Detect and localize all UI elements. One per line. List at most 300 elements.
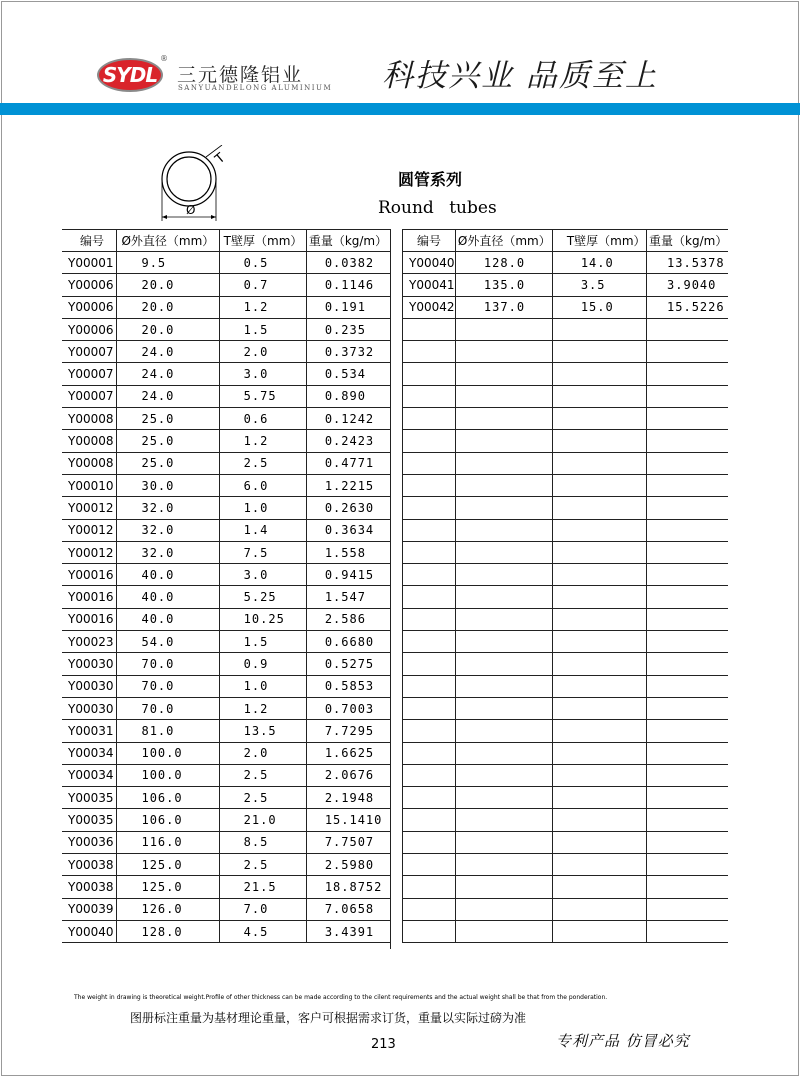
cell-code: Y00023: [62, 631, 117, 653]
table-row-empty: [403, 586, 729, 608]
cell-thickness: 15.0: [552, 296, 646, 318]
cell-code: Y00007: [62, 385, 117, 407]
table-row: [62, 831, 390, 853]
cell-code: [403, 898, 456, 920]
cell-thickness: 4.5: [219, 920, 306, 942]
patent-notice: 专利产品 仿冒必究: [556, 1032, 690, 1050]
cell-diameter: [455, 876, 552, 898]
footer-note-en: The weight in drawing is theoretical weight.Profile of other thickness can be made according to the cilent requirements and the actual weight shall be that from the ponderation.: [74, 994, 608, 1001]
table-row: [62, 854, 390, 876]
cell-thickness: 1.0: [219, 497, 306, 519]
table-row: [62, 586, 390, 608]
cell-code: [403, 764, 456, 786]
table-row-empty: [403, 831, 729, 853]
cell-thickness: [552, 318, 646, 340]
cell-weight: 15.5226: [647, 296, 728, 318]
table-row: [403, 296, 729, 318]
spec-table-left: [62, 229, 390, 943]
cell-code: Y00008: [62, 430, 117, 452]
table-row: [62, 341, 390, 363]
table-row: [62, 920, 390, 942]
cell-thickness: [552, 764, 646, 786]
cell-weight: 0.3634: [306, 519, 390, 541]
table-row: [62, 252, 390, 274]
cell-code: [403, 854, 456, 876]
cell-weight: 7.7507: [306, 831, 390, 853]
cell-diameter: 137.0: [455, 296, 552, 318]
cell-code: [403, 787, 456, 809]
table-row: [62, 564, 390, 586]
cell-code: [403, 497, 456, 519]
cell-weight: [647, 474, 728, 496]
table-row-empty: [403, 430, 729, 452]
cell-diameter: 32.0: [117, 541, 219, 563]
cell-diameter: 20.0: [117, 318, 219, 340]
cell-thickness: 2.0: [219, 341, 306, 363]
table-row-empty: [403, 920, 729, 942]
table-row-empty: [403, 564, 729, 586]
header-weight: 重量（kg/m）: [647, 230, 728, 252]
cell-code: Y00030: [62, 675, 117, 697]
spec-table-right: [402, 229, 728, 943]
cell-weight: 2.0676: [306, 764, 390, 786]
cell-weight: [647, 586, 728, 608]
cell-weight: 0.3732: [306, 341, 390, 363]
cell-thickness: 2.0: [219, 742, 306, 764]
cell-thickness: 1.2: [219, 430, 306, 452]
cell-weight: [647, 742, 728, 764]
cell-code: [403, 675, 456, 697]
table-row-empty: [403, 318, 729, 340]
cell-thickness: [552, 809, 646, 831]
cell-diameter: 24.0: [117, 341, 219, 363]
cell-diameter: 126.0: [117, 898, 219, 920]
cell-thickness: 2.5: [219, 854, 306, 876]
cell-code: [403, 430, 456, 452]
cell-diameter: 32.0: [117, 497, 219, 519]
table-row: [62, 876, 390, 898]
cell-code: [403, 631, 456, 653]
cell-code: Y00008: [62, 408, 117, 430]
cell-thickness: [552, 697, 646, 719]
cell-diameter: [455, 519, 552, 541]
cell-thickness: [552, 497, 646, 519]
table-header-row: [403, 230, 729, 252]
cell-diameter: [455, 787, 552, 809]
table-row: [62, 720, 390, 742]
cell-weight: 0.1146: [306, 274, 390, 296]
table-row-empty: [403, 363, 729, 385]
cell-diameter: [455, 898, 552, 920]
cell-diameter: [455, 385, 552, 407]
cell-thickness: 1.2: [219, 697, 306, 719]
cell-diameter: 106.0: [117, 787, 219, 809]
cell-diameter: [455, 452, 552, 474]
cell-diameter: [455, 809, 552, 831]
cell-thickness: 3.0: [219, 363, 306, 385]
header-thickness: T壁厚（mm）: [219, 230, 306, 252]
header-diameter: Ø外直径（mm）: [455, 230, 552, 252]
cell-diameter: 30.0: [117, 474, 219, 496]
table-row: [403, 274, 729, 296]
cell-thickness: 0.9: [219, 653, 306, 675]
cell-code: Y00040: [62, 920, 117, 942]
cell-thickness: [552, 564, 646, 586]
cell-code: Y00034: [62, 742, 117, 764]
cell-weight: [647, 497, 728, 519]
table-row-empty: [403, 452, 729, 474]
table-row-empty: [403, 385, 729, 407]
cell-weight: 0.7003: [306, 697, 390, 719]
cell-thickness: 1.0: [219, 675, 306, 697]
table-row: [62, 742, 390, 764]
cell-thickness: [552, 341, 646, 363]
cell-weight: 15.1410: [306, 809, 390, 831]
cell-code: Y00042: [403, 296, 456, 318]
cell-code: [403, 920, 456, 942]
cell-diameter: [455, 631, 552, 653]
cell-weight: 0.4771: [306, 452, 390, 474]
cell-code: Y00040: [403, 252, 456, 274]
cell-code: [403, 519, 456, 541]
cell-diameter: 25.0: [117, 452, 219, 474]
cell-weight: 3.4391: [306, 920, 390, 942]
cell-thickness: [552, 876, 646, 898]
cell-thickness: [552, 631, 646, 653]
header-code: 编号: [403, 230, 456, 252]
cell-diameter: 25.0: [117, 408, 219, 430]
cell-code: Y00030: [62, 697, 117, 719]
cell-thickness: 3.0: [219, 564, 306, 586]
cell-diameter: 70.0: [117, 697, 219, 719]
cell-code: [403, 653, 456, 675]
cell-thickness: [552, 831, 646, 853]
cell-thickness: 8.5: [219, 831, 306, 853]
footer-note-cn: 图册标注重量为基材理论重量，客户可根据需求订货，重量以实际过磅为准: [130, 1011, 527, 1025]
header-code: 编号: [62, 230, 117, 252]
cell-weight: [647, 675, 728, 697]
cell-weight: [647, 363, 728, 385]
cell-weight: 0.890: [306, 385, 390, 407]
cell-thickness: 1.2: [219, 296, 306, 318]
table-row: [62, 787, 390, 809]
cell-thickness: [552, 452, 646, 474]
cell-diameter: 125.0: [117, 854, 219, 876]
cell-weight: 0.5275: [306, 653, 390, 675]
cell-weight: [647, 318, 728, 340]
cell-diameter: 116.0: [117, 831, 219, 853]
cell-diameter: [455, 497, 552, 519]
cell-code: Y00007: [62, 363, 117, 385]
cell-thickness: 7.5: [219, 541, 306, 563]
table-row-empty: [403, 408, 729, 430]
cell-weight: [647, 764, 728, 786]
cell-weight: [647, 720, 728, 742]
cell-weight: 2.5980: [306, 854, 390, 876]
cell-thickness: 5.25: [219, 586, 306, 608]
table-row: [62, 608, 390, 630]
cell-diameter: 70.0: [117, 653, 219, 675]
cell-code: Y00035: [62, 787, 117, 809]
cell-weight: [647, 876, 728, 898]
cell-code: Y00031: [62, 720, 117, 742]
header-thickness: T壁厚（mm）: [552, 230, 646, 252]
cell-thickness: 13.5: [219, 720, 306, 742]
cell-thickness: [552, 854, 646, 876]
cell-diameter: [455, 474, 552, 496]
cell-diameter: 20.0: [117, 274, 219, 296]
cell-diameter: 135.0: [455, 274, 552, 296]
cell-thickness: 14.0: [552, 252, 646, 274]
cell-code: Y00035: [62, 809, 117, 831]
cell-weight: 7.7295: [306, 720, 390, 742]
registered-mark: ®: [160, 54, 168, 63]
cell-code: [403, 408, 456, 430]
cell-weight: [647, 341, 728, 363]
cell-code: [403, 586, 456, 608]
cell-code: Y00034: [62, 764, 117, 786]
header-accent-bar: [0, 103, 800, 115]
page-number: 213: [371, 1037, 396, 1052]
diagram-label-t: T: [212, 150, 229, 168]
cell-diameter: [455, 586, 552, 608]
cell-thickness: [552, 920, 646, 942]
table-row-empty: [403, 631, 729, 653]
cell-weight: [647, 920, 728, 942]
spec-table-right-body: [403, 252, 729, 943]
cell-code: Y00012: [62, 541, 117, 563]
cell-weight: [647, 809, 728, 831]
cell-code: [403, 809, 456, 831]
table-row-empty: [403, 541, 729, 563]
cell-code: [403, 697, 456, 719]
cell-thickness: 7.0: [219, 898, 306, 920]
cell-thickness: 5.75: [219, 385, 306, 407]
header-diameter: Ø外直径（mm）: [117, 230, 219, 252]
cell-code: Y00016: [62, 608, 117, 630]
cell-diameter: 100.0: [117, 742, 219, 764]
cell-thickness: [552, 898, 646, 920]
cell-code: [403, 452, 456, 474]
table-row: [62, 430, 390, 452]
table-row: [62, 541, 390, 563]
cell-diameter: [455, 675, 552, 697]
cell-weight: [647, 831, 728, 853]
cell-weight: [647, 608, 728, 630]
cell-code: Y00008: [62, 452, 117, 474]
cell-diameter: 81.0: [117, 720, 219, 742]
cell-code: Y00016: [62, 586, 117, 608]
cell-weight: 0.5853: [306, 675, 390, 697]
table-header-row: [62, 230, 390, 252]
cell-diameter: 100.0: [117, 764, 219, 786]
series-title-en: Round tubes: [378, 198, 497, 218]
cell-weight: 13.5378: [647, 252, 728, 274]
table-row: [62, 497, 390, 519]
cell-diameter: [455, 831, 552, 853]
cell-weight: 7.0658: [306, 898, 390, 920]
cell-thickness: 1.5: [219, 318, 306, 340]
cell-diameter: 24.0: [117, 363, 219, 385]
cell-thickness: 1.5: [219, 631, 306, 653]
table-row-empty: [403, 697, 729, 719]
table-row: [62, 764, 390, 786]
cell-code: Y00006: [62, 296, 117, 318]
cell-code: [403, 541, 456, 563]
table-row: [62, 296, 390, 318]
cell-diameter: [455, 564, 552, 586]
cell-weight: 1.6625: [306, 742, 390, 764]
cell-weight: 0.9415: [306, 564, 390, 586]
cell-diameter: 9.5: [117, 252, 219, 274]
cell-thickness: [552, 653, 646, 675]
cell-weight: [647, 787, 728, 809]
cell-diameter: 106.0: [117, 809, 219, 831]
cell-code: [403, 720, 456, 742]
cell-code: [403, 363, 456, 385]
cell-weight: [647, 519, 728, 541]
cell-weight: [647, 452, 728, 474]
cell-code: [403, 876, 456, 898]
cell-weight: 0.1242: [306, 408, 390, 430]
cell-thickness: 21.5: [219, 876, 306, 898]
cell-weight: 0.6680: [306, 631, 390, 653]
cell-code: Y00010: [62, 474, 117, 496]
cell-thickness: [552, 474, 646, 496]
table-row-empty: [403, 787, 729, 809]
cell-thickness: 21.0: [219, 809, 306, 831]
cell-code: Y00012: [62, 519, 117, 541]
cell-code: Y00006: [62, 318, 117, 340]
cell-thickness: [552, 385, 646, 407]
cell-thickness: 6.0: [219, 474, 306, 496]
cell-weight: 18.8752: [306, 876, 390, 898]
table-row-empty: [403, 898, 729, 920]
cell-thickness: [552, 586, 646, 608]
cell-diameter: [455, 430, 552, 452]
cell-thickness: 2.5: [219, 787, 306, 809]
cell-diameter: [455, 318, 552, 340]
cell-diameter: [455, 720, 552, 742]
series-title-cn: 圆管系列: [398, 170, 463, 189]
cell-diameter: 40.0: [117, 608, 219, 630]
cell-thickness: [552, 787, 646, 809]
cell-diameter: 128.0: [455, 252, 552, 274]
company-name-cn: 三元德隆铝业: [177, 64, 304, 86]
cell-code: [403, 318, 456, 340]
cell-code: Y00039: [62, 898, 117, 920]
cell-code: [403, 385, 456, 407]
table-row-empty: [403, 474, 729, 496]
cell-weight: 0.235: [306, 318, 390, 340]
cell-code: Y00006: [62, 274, 117, 296]
table-row-empty: [403, 854, 729, 876]
cell-weight: [647, 631, 728, 653]
table-row: [62, 809, 390, 831]
slogan: 科技兴业 品质至上: [382, 58, 658, 94]
cell-code: [403, 742, 456, 764]
cell-code: Y00036: [62, 831, 117, 853]
cell-code: Y00016: [62, 564, 117, 586]
table-row: [62, 675, 390, 697]
table-row-empty: [403, 742, 729, 764]
cell-weight: [647, 653, 728, 675]
cell-weight: [647, 385, 728, 407]
cell-code: Y00012: [62, 497, 117, 519]
cell-weight: [647, 854, 728, 876]
cell-thickness: [552, 430, 646, 452]
cell-weight: 0.2630: [306, 497, 390, 519]
cell-diameter: 24.0: [117, 385, 219, 407]
cell-diameter: 20.0: [117, 296, 219, 318]
cell-diameter: 40.0: [117, 564, 219, 586]
table-row-empty: [403, 876, 729, 898]
cell-thickness: 0.6: [219, 408, 306, 430]
diagram-label-diameter: Ø: [186, 203, 196, 217]
table-row-empty: [403, 809, 729, 831]
cell-weight: [647, 430, 728, 452]
cell-diameter: [455, 764, 552, 786]
cell-weight: [647, 541, 728, 563]
cell-diameter: 54.0: [117, 631, 219, 653]
cell-diameter: [455, 742, 552, 764]
cell-thickness: 0.5: [219, 252, 306, 274]
table-row: [62, 697, 390, 719]
table-row-empty: [403, 519, 729, 541]
table-row-empty: [403, 653, 729, 675]
cell-diameter: [455, 408, 552, 430]
cell-code: Y00041: [403, 274, 456, 296]
table-row-empty: [403, 608, 729, 630]
cell-code: [403, 474, 456, 496]
cell-weight: 3.9040: [647, 274, 728, 296]
cell-code: [403, 564, 456, 586]
table-row-empty: [403, 675, 729, 697]
table-row: [62, 408, 390, 430]
cell-diameter: 70.0: [117, 675, 219, 697]
company-name-en: SANYUANDELONG ALUMINIUM: [178, 84, 333, 92]
cell-weight: [647, 697, 728, 719]
cell-thickness: [552, 742, 646, 764]
cell-diameter: 40.0: [117, 586, 219, 608]
cell-thickness: 1.4: [219, 519, 306, 541]
logo-text: SYDL: [102, 63, 158, 87]
cell-code: Y00030: [62, 653, 117, 675]
table-row-empty: [403, 341, 729, 363]
cell-code: [403, 831, 456, 853]
cell-thickness: 2.5: [219, 452, 306, 474]
cell-weight: 1.547: [306, 586, 390, 608]
header-weight: 重量（kg/m）: [306, 230, 390, 252]
cell-code: [403, 608, 456, 630]
table-row: [62, 452, 390, 474]
table-row: [62, 653, 390, 675]
cell-diameter: 32.0: [117, 519, 219, 541]
cell-weight: [647, 564, 728, 586]
table-row: [62, 385, 390, 407]
cell-code: Y00038: [62, 876, 117, 898]
cell-code: Y00038: [62, 854, 117, 876]
cell-weight: 1.558: [306, 541, 390, 563]
company-logo: [97, 58, 163, 92]
cell-diameter: [455, 920, 552, 942]
cell-diameter: [455, 653, 552, 675]
table-row-empty: [403, 720, 729, 742]
cell-thickness: 10.25: [219, 608, 306, 630]
cell-thickness: 0.7: [219, 274, 306, 296]
cell-diameter: [455, 341, 552, 363]
cell-thickness: [552, 675, 646, 697]
